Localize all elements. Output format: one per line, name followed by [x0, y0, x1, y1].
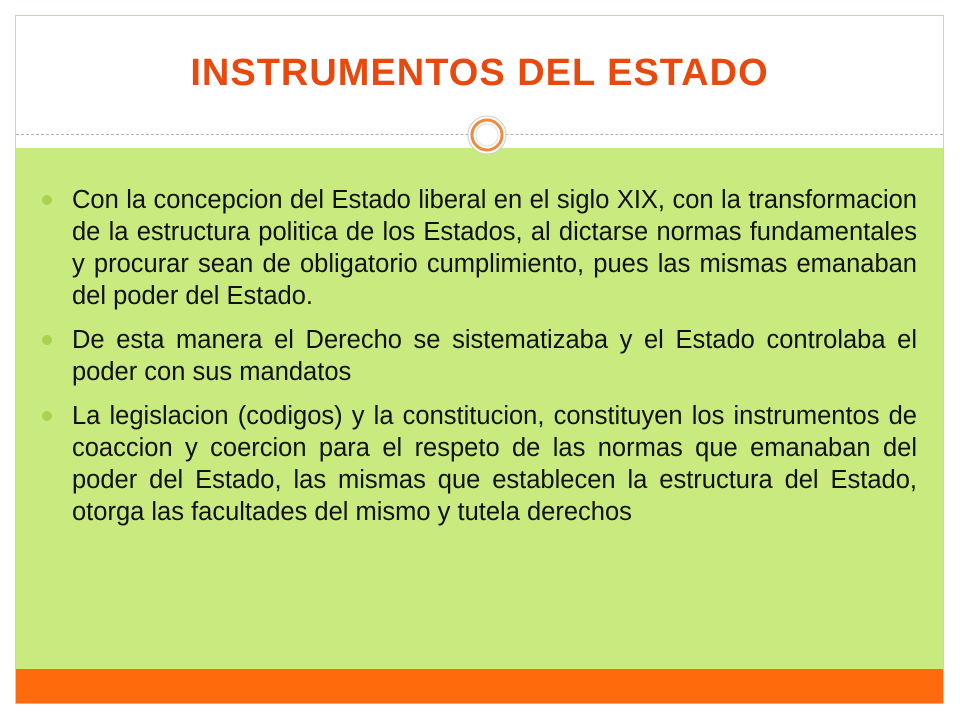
bullet-text: De esta manera el Derecho se sistematizaba y el Estado controlaba el poder con sus mandatos [72, 326, 917, 386]
slide-title: INSTRUMENTOS DEL ESTADO [190, 52, 769, 94]
bullet-text: La legislacion (codigos) y la constitucion, constituyen los instrumentos de coaccion y coercion para el respeto de las normas que emanaban del poder del Estado, las mismas que establecen la estructura del Estado, otorga las facultades del mismo y tutela derechos [72, 402, 917, 526]
bullet-item [42, 324, 917, 388]
bullet-item [42, 400, 917, 528]
bullet-item [42, 184, 917, 312]
bottom-line [16, 703, 943, 704]
bullet-list [42, 184, 917, 540]
bottom-accent-bar [16, 669, 943, 703]
content-area [16, 148, 943, 669]
slide-frame [15, 15, 944, 704]
bullet-text: Con la concepcion del Estado liberal en el siglo XIX, con la transformacion de la estructura politica de los Estados, al dictarse normas fundamentales y procurar sean de obligatorio cumplimiento, pues las mismas emanaban del poder del Estado. [72, 186, 917, 310]
dot-bullet-icon [42, 195, 52, 205]
dot-bullet-icon [42, 411, 52, 421]
circle-ring-icon [467, 115, 507, 155]
dot-bullet-icon [42, 335, 52, 345]
